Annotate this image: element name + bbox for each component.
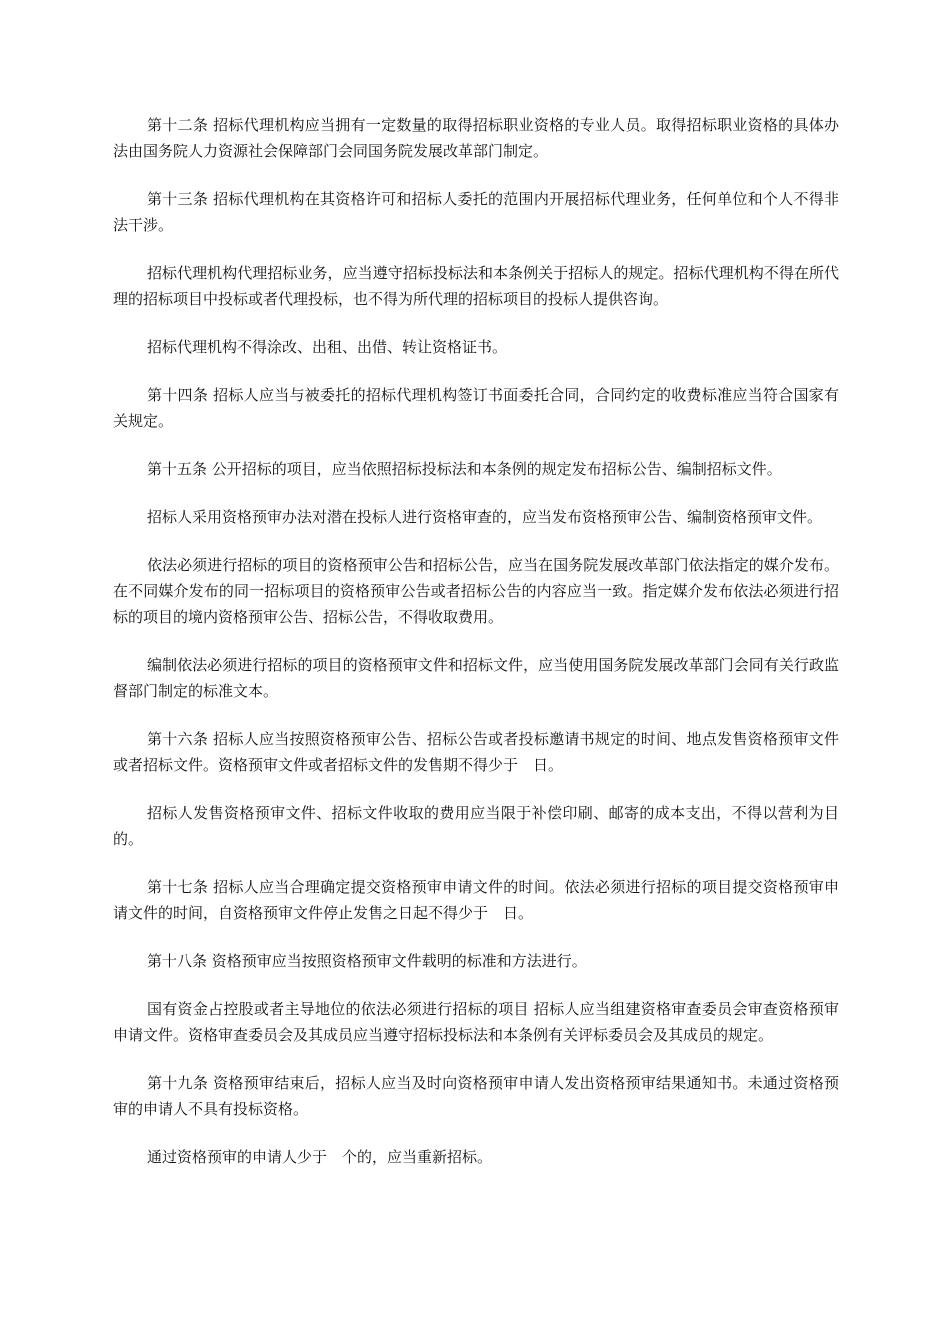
paragraph-article-13-certificate: 招标代理机构不得涂改、出租、出借、转让资格证书。: [147, 338, 508, 356]
paragraph-article-16: 第十六条 招标人应当按照资格预审公告、招标公告或者投标邀请书规定的时间、地点发售资格预审文件或者招标文件。资格预审文件或者招标文件的发售期不得少于 日。: [113, 730, 839, 774]
paragraph-article-15-media: 依法必须进行招标的项目的资格预审公告和招标公告，应当在国务院发展改革部门依法指定的媒介发布。在不同媒介发布的同一招标项目的资格预审公告或者招标公告的内容应当一致。指定媒介发布依法必须进行招标的项目的境内资格预审公告、招标公告，不得收取费用。: [113, 556, 839, 626]
paragraph-article-19: 第十九条 资格预审结束后，招标人应当及时向资格预审申请人发出资格预审结果通知书。未通过资格预审的申请人不具有投标资格。: [113, 1074, 839, 1118]
paragraph-article-15-standard-text: 编制依法必须进行招标的项目的资格预审文件和招标文件，应当使用国务院发展改革部门会同有关行政监督部门制定的标准文本。: [113, 656, 839, 700]
paragraph-article-14: 第十四条 招标人应当与被委托的招标代理机构签订书面委托合同，合同约定的收费标准应当符合国家有关规定。: [113, 386, 839, 430]
paragraph-article-13: 第十三条 招标代理机构在其资格许可和招标人委托的范围内开展招标代理业务，任何单位和个人不得非法干涉。: [113, 190, 839, 234]
paragraph-article-13-agency-rules: 招标代理机构代理招标业务，应当遵守招标投标法和本条例关于招标人的规定。招标代理机构不得在所代理的招标项目中投标或者代理投标，也不得为所代理的招标项目的投标人提供咨询。: [113, 264, 839, 308]
paragraph-article-12: 第十二条 招标代理机构应当拥有一定数量的取得招标职业资格的专业人员。取得招标职业资格的具体办法由国务院人力资源社会保障部门会同国务院发展改革部门制定。: [113, 116, 839, 160]
paragraph-article-15: 第十五条 公开招标的项目，应当依照招标投标法和本条例的规定发布招标公告、编制招标文件。: [147, 460, 782, 478]
paragraph-article-16-fees: 招标人发售资格预审文件、招标文件收取的费用应当限于补偿印刷、邮寄的成本支出，不得以营利为目的。: [113, 804, 839, 848]
paragraph-article-19-retender: 通过资格预审的申请人少于 个的，应当重新招标。: [147, 1148, 493, 1166]
paragraph-article-18-committee: 国有资金占控股或者主导地位的依法必须进行招标的项目 招标人应当组建资格审查委员会审查资格预审申请文件。资格审查委员会及其成员应当遵守招标投标法和本条例有关评标委员会及其成员的规定。: [113, 1000, 839, 1044]
paragraph-article-15-prequalification: 招标人采用资格预审办法对潜在投标人进行资格审查的，应当发布资格预审公告、编制资格预审文件。: [147, 508, 823, 526]
paragraph-article-17: 第十七条 招标人应当合理确定提交资格预审申请文件的时间。依法必须进行招标的项目提交资格预审申请文件的时间，自资格预审文件停止发售之日起不得少于 日。: [113, 878, 839, 922]
document-body: [113, 112, 839, 1192]
paragraph-article-18: 第十八条 资格预审应当按照资格预审文件载明的标准和方法进行。: [147, 952, 587, 970]
